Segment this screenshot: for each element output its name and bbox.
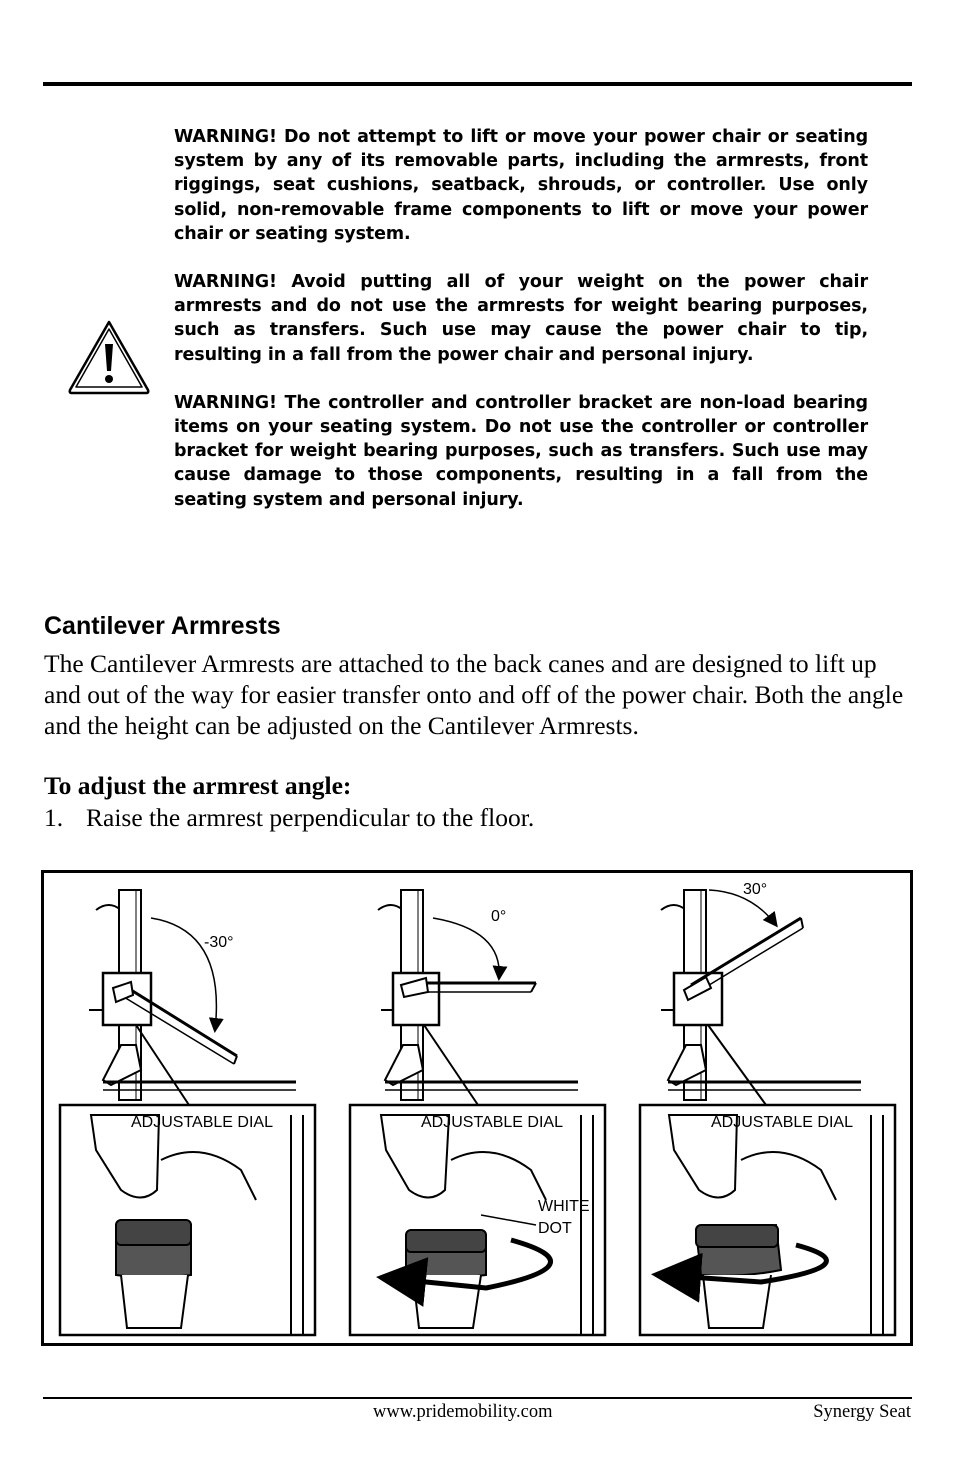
footer-url: www.pridemobility.com — [373, 1402, 553, 1422]
warning-list — [174, 125, 868, 536]
armrest-diagram — [41, 870, 913, 1346]
white-dot-label-line1: WHITE — [538, 1198, 590, 1215]
step-number: 1. — [44, 803, 64, 832]
armrest-angle-figure — [41, 870, 913, 1346]
angle-label: 0° — [491, 908, 507, 925]
section-title: Cantilever Armrests — [44, 612, 281, 640]
footer-rule — [43, 1397, 912, 1399]
step-text: Raise the armrest perpendicular to the floor. — [86, 803, 535, 832]
warning-lift: WARNING! Do not attempt to lift or move your power chair or seating system by any of its removable parts, including the armrests, front riggings, seat cushions, seatback, shrouds, or controller. Use only solid, non-removable frame components to lift or move your power chair or seating system. — [174, 127, 868, 244]
procedure-step — [44, 803, 534, 833]
angle-label: -30° — [204, 934, 234, 951]
warning-armrest-weight: WARNING! Avoid putting all of your weight on the power chair armrests and do not use the armrests for weight bearing purposes, such as transfers. Such use may cause the power chair to tip, resulting in a fall from the power chair and personal injury. — [174, 272, 868, 365]
footer-title: Synergy Seat — [813, 1402, 911, 1422]
dial-label: ADJUSTABLE DIAL — [131, 1114, 273, 1131]
dial-label: ADJUSTABLE DIAL — [421, 1114, 563, 1131]
section-body: The Cantilever Armrests are attached to the back canes and are designed to lift up and out of the way for easier transfer onto and off of the power chair. Both the angle and the height can be adjusted on the Cantilever Armrests. — [44, 649, 904, 740]
header-rule — [43, 82, 912, 86]
white-dot-label-line2: DOT — [538, 1220, 572, 1237]
warning-controller: WARNING! The controller and controller bracket are non-load bearing items on your seating system. Do not use the controller or controller bracket for weight bearing purposes, such as transfers. Such use may cause damage to those components, resulting in a fall from the seating system and personal injury. — [174, 392, 868, 510]
procedure-heading: To adjust the armrest angle: — [44, 771, 352, 800]
dial-label: ADJUSTABLE DIAL — [711, 1114, 853, 1131]
angle-label: 30° — [743, 881, 768, 898]
warning-triangle-icon — [66, 318, 152, 396]
